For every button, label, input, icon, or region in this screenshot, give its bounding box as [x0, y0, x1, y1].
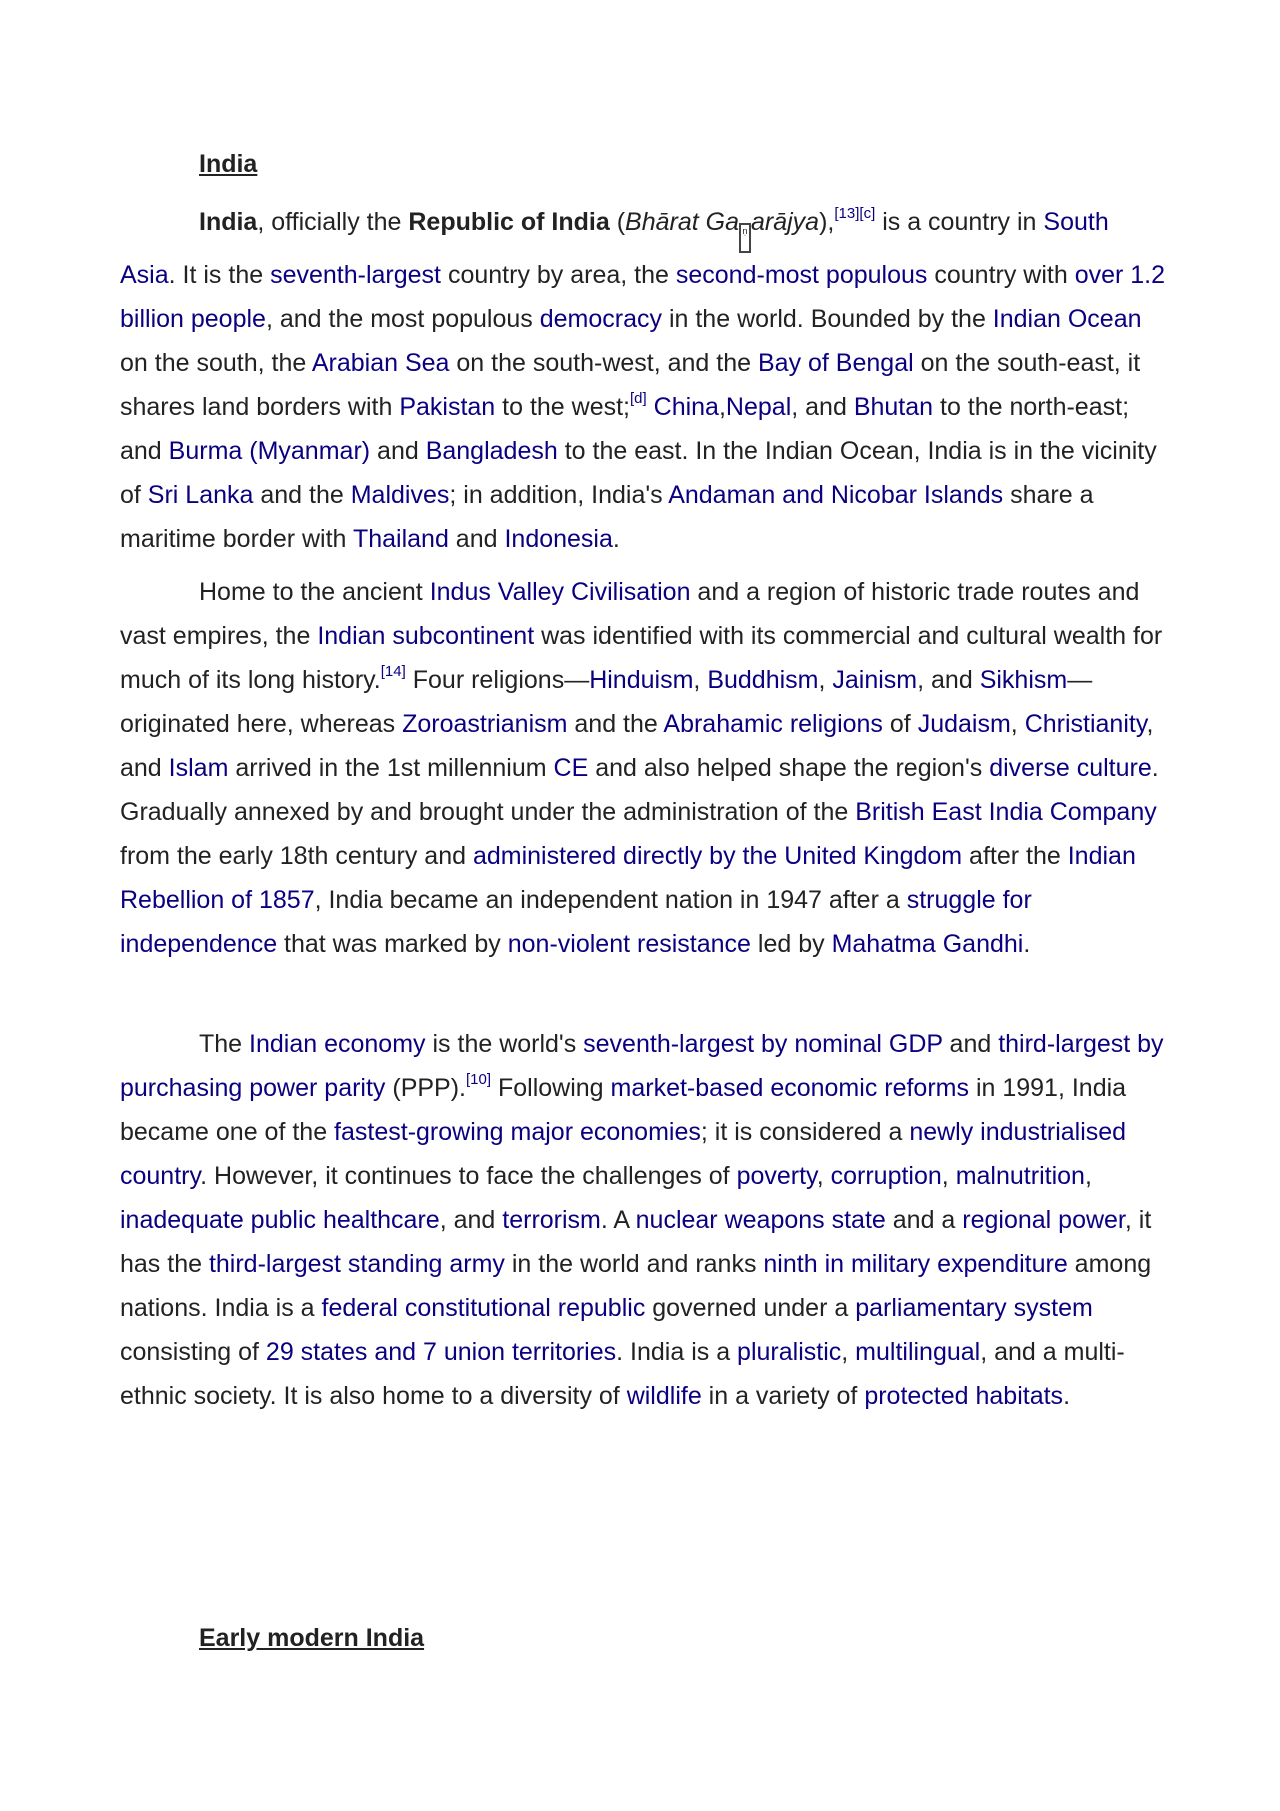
link-standing-army[interactable]: third-largest standing army	[208, 1250, 505, 1278]
link-malnutrition[interactable]: malnutrition	[955, 1162, 1085, 1190]
text-run: ,	[818, 666, 833, 694]
text-run: .	[1023, 930, 1031, 958]
text-run: .	[612, 525, 620, 553]
text-run: , and the most populous	[265, 305, 540, 333]
text-run: , India became an independent nation in 1947 after a	[314, 886, 907, 914]
text-run: , officially the	[257, 208, 409, 236]
link-protected-habitats[interactable]: protected habitats	[864, 1382, 1064, 1410]
link-economic-reforms[interactable]: market-based economic reforms	[610, 1074, 969, 1102]
text-run: that was marked by	[277, 930, 508, 958]
link-military-expenditure[interactable]: ninth in military expenditure	[763, 1250, 1068, 1278]
reference-link[interactable]: [13]	[834, 205, 860, 222]
text-run: ,	[693, 666, 708, 694]
link-hinduism[interactable]: Hinduism	[589, 666, 694, 694]
reference-link[interactable]: [c]	[859, 205, 876, 222]
reference	[381, 663, 406, 680]
text-run: and a	[885, 1206, 963, 1234]
text-run: Home to the ancient	[199, 578, 430, 606]
text-run: is the world's	[425, 1030, 584, 1058]
link-maldives[interactable]: Maldives	[350, 481, 450, 509]
text-run: in the world and ranks	[504, 1250, 764, 1278]
link-arabian-sea[interactable]: Arabian Sea	[311, 349, 450, 377]
text-run: and the	[567, 710, 664, 738]
link-healthcare[interactable]: inadequate public healthcare	[120, 1206, 440, 1234]
link-jainism[interactable]: Jainism	[832, 666, 918, 694]
link-seventh-largest[interactable]: seventh-largest	[270, 261, 442, 289]
link-poverty[interactable]: poverty	[736, 1162, 817, 1190]
text-run: , and	[120, 710, 1154, 782]
text-run: country with	[927, 261, 1075, 289]
text-run: . India is a	[616, 1338, 738, 1366]
text-run: in 1991, India became one of the	[120, 1074, 1127, 1146]
text-run: ,	[841, 1338, 856, 1366]
link-indian-economy[interactable]: Indian economy	[249, 1030, 426, 1058]
text-run: .	[1063, 1382, 1071, 1410]
reference-link[interactable]: [10]	[466, 1071, 492, 1088]
link-bay-of-bengal[interactable]: Bay of Bengal	[757, 349, 914, 377]
text-run: from the early 18th century and	[120, 842, 473, 870]
intro-paragraph	[120, 200, 1166, 561]
text-run: on the south-east, it shares land borders with	[120, 349, 1141, 421]
link-population[interactable]: over 1.2 billion people	[120, 261, 1166, 333]
link-sri-lanka[interactable]: Sri Lanka	[147, 481, 254, 509]
text-run: . Gradually annexed by and brought under the administration of the	[120, 754, 1159, 826]
text-run: , and	[439, 1206, 503, 1234]
link-south-asia[interactable]: South Asia	[120, 208, 1109, 289]
link-parliamentary-system[interactable]: parliamentary system	[855, 1294, 1093, 1322]
link-indus-valley[interactable]: Indus Valley Civilisation	[429, 578, 691, 606]
text-run: Following	[491, 1074, 611, 1102]
link-diverse-culture[interactable]: diverse culture	[989, 754, 1152, 782]
link-pakistan[interactable]: Pakistan	[399, 393, 496, 421]
text-run: arrived in the 1st millennium	[228, 754, 554, 782]
text-run: was identified with its commercial and cultural wealth for much of its long history.	[120, 622, 1163, 694]
economy-paragraph	[120, 1022, 1166, 1418]
link-regional-power[interactable]: regional power	[962, 1206, 1125, 1234]
link-ppp[interactable]: third-largest by purchasing power parity	[120, 1030, 1164, 1102]
text-run: . A	[600, 1206, 636, 1234]
link-fastest-growing[interactable]: fastest-growing major economies	[334, 1118, 701, 1146]
text-run: of	[882, 710, 918, 738]
text-run: in a variety of	[701, 1382, 865, 1410]
text-run: country by area, the	[441, 261, 676, 289]
bold-term: Republic of India	[408, 208, 610, 236]
link-second-most-populous[interactable]: second-most populous	[675, 261, 928, 289]
link-zoroastrianism[interactable]: Zoroastrianism	[402, 710, 568, 738]
text-run: and	[448, 525, 505, 553]
link-burma[interactable]: Burma (Myanmar)	[168, 437, 371, 465]
text-run: —originated here, whereas	[120, 666, 1093, 738]
text-run: governed under a	[645, 1294, 856, 1322]
text-run: , it has the	[120, 1206, 1152, 1278]
text-run: after the	[962, 842, 1068, 870]
missing-glyph-box: ṇ	[739, 223, 751, 253]
link-mahatma-gandhi[interactable]: Mahatma Gandhi	[831, 930, 1024, 958]
link-east-india-company[interactable]: British East India Company	[855, 798, 1157, 826]
text-run: ,	[1010, 710, 1025, 738]
text-run: and	[942, 1030, 999, 1058]
text-run: ,	[1084, 1162, 1092, 1190]
text-run: to the north-east; and	[120, 393, 1130, 465]
link-pluralistic[interactable]: pluralistic	[737, 1338, 842, 1366]
link-christianity[interactable]: Christianity	[1024, 710, 1147, 738]
text-run: and a region of historic trade routes and vast empires, the	[120, 578, 1140, 650]
link-multilingual[interactable]: multilingual	[855, 1338, 981, 1366]
text-run: , and a multi-ethnic society. It is also home to a diversity of	[120, 1338, 1125, 1410]
text-run: . However, it continues to face the challenges of	[200, 1162, 737, 1190]
section-heading-early-modern-india: Early modern India	[199, 1624, 425, 1652]
text-run: ,	[816, 1162, 831, 1190]
link-newly-industrialised[interactable]: newly industrialised country	[120, 1118, 1127, 1190]
text-run: and	[370, 437, 426, 465]
link-states-territories[interactable]: 29 states and 7 union territories	[265, 1338, 617, 1366]
link-british-raj[interactable]: administered directly by the United Kingdom	[472, 842, 963, 870]
link-corruption[interactable]: corruption	[830, 1162, 942, 1190]
link-nepal[interactable]: Nepal	[725, 393, 792, 421]
text-run: ; it is considered a	[700, 1118, 910, 1146]
text-run: ,	[941, 1162, 956, 1190]
link-terrorism[interactable]: terrorism	[502, 1206, 601, 1234]
section-heading-india: India	[199, 150, 258, 178]
text-run: on the south-west, and the	[449, 349, 758, 377]
link-ce[interactable]: CE	[553, 754, 589, 782]
link-independence-struggle[interactable]: struggle for independence	[120, 886, 1032, 958]
bold-term: India	[199, 208, 258, 236]
link-china[interactable]: China	[653, 393, 719, 421]
reference-link[interactable]: [d]	[630, 390, 647, 407]
link-judaism[interactable]: Judaism	[917, 710, 1011, 738]
link-rebellion-1857[interactable]: Indian Rebellion of 1857	[120, 842, 1136, 914]
link-nuclear-state[interactable]: nuclear weapons state	[635, 1206, 886, 1234]
reference	[834, 205, 875, 222]
text-run: ),	[819, 208, 835, 236]
text-run: , and	[791, 393, 854, 421]
link-andaman-nicobar[interactable]: Andaman and Nicobar Islands	[668, 481, 1004, 509]
link-indian-subcontinent[interactable]: Indian subcontinent	[317, 622, 535, 650]
link-indonesia[interactable]: Indonesia	[504, 525, 613, 553]
text-run: on the south, the	[120, 349, 312, 377]
text-run: to the west;	[495, 393, 630, 421]
text-run: ,	[718, 393, 726, 421]
link-thailand[interactable]: Thailand	[352, 525, 449, 553]
native-name: Bhārat Ga	[625, 208, 739, 236]
text-run: ; in addition, India's	[449, 481, 669, 509]
link-democracy[interactable]: democracy	[539, 305, 663, 333]
text-run	[647, 393, 654, 421]
reference	[466, 1071, 491, 1088]
link-abrahamic-religions[interactable]: Abrahamic religions	[663, 710, 883, 738]
text-run: (PPP).	[385, 1074, 466, 1102]
text-run: The	[199, 1030, 250, 1058]
link-bangladesh[interactable]: Bangladesh	[425, 437, 558, 465]
text-run: and the	[253, 481, 351, 509]
text-run: in the world. Bounded by the	[662, 305, 993, 333]
text-run: is a country in	[875, 208, 1044, 236]
native-name: arājya	[751, 208, 820, 236]
text-run: (	[609, 208, 626, 236]
text-run: share a maritime border with	[120, 481, 1094, 553]
link-wildlife[interactable]: wildlife	[626, 1382, 702, 1410]
text-run: to the east. In the Indian Ocean, India is in the vicinity of	[120, 437, 1157, 509]
link-indian-ocean[interactable]: Indian Ocean	[992, 305, 1142, 333]
link-federal-republic[interactable]: federal constitutional republic	[321, 1294, 646, 1322]
link-sikhism[interactable]: Sikhism	[979, 666, 1068, 694]
text-run: among nations. India is a	[120, 1250, 1152, 1322]
link-bhutan[interactable]: Bhutan	[853, 393, 934, 421]
text-run: . It is the	[168, 261, 271, 289]
reference	[630, 390, 647, 407]
text-run: led by	[750, 930, 832, 958]
link-buddhism[interactable]: Buddhism	[707, 666, 819, 694]
history-paragraph	[120, 570, 1166, 966]
reference-link[interactable]: [14]	[380, 663, 406, 680]
link-nominal-gdp[interactable]: seventh-largest by nominal GDP	[583, 1030, 943, 1058]
text-run: and also helped shape the region's	[588, 754, 990, 782]
link-islam[interactable]: Islam	[168, 754, 229, 782]
text-run: Four religions—	[405, 666, 590, 694]
text-run: consisting of	[120, 1338, 266, 1366]
link-non-violent-resistance[interactable]: non-violent resistance	[507, 930, 751, 958]
text-run: , and	[917, 666, 980, 694]
